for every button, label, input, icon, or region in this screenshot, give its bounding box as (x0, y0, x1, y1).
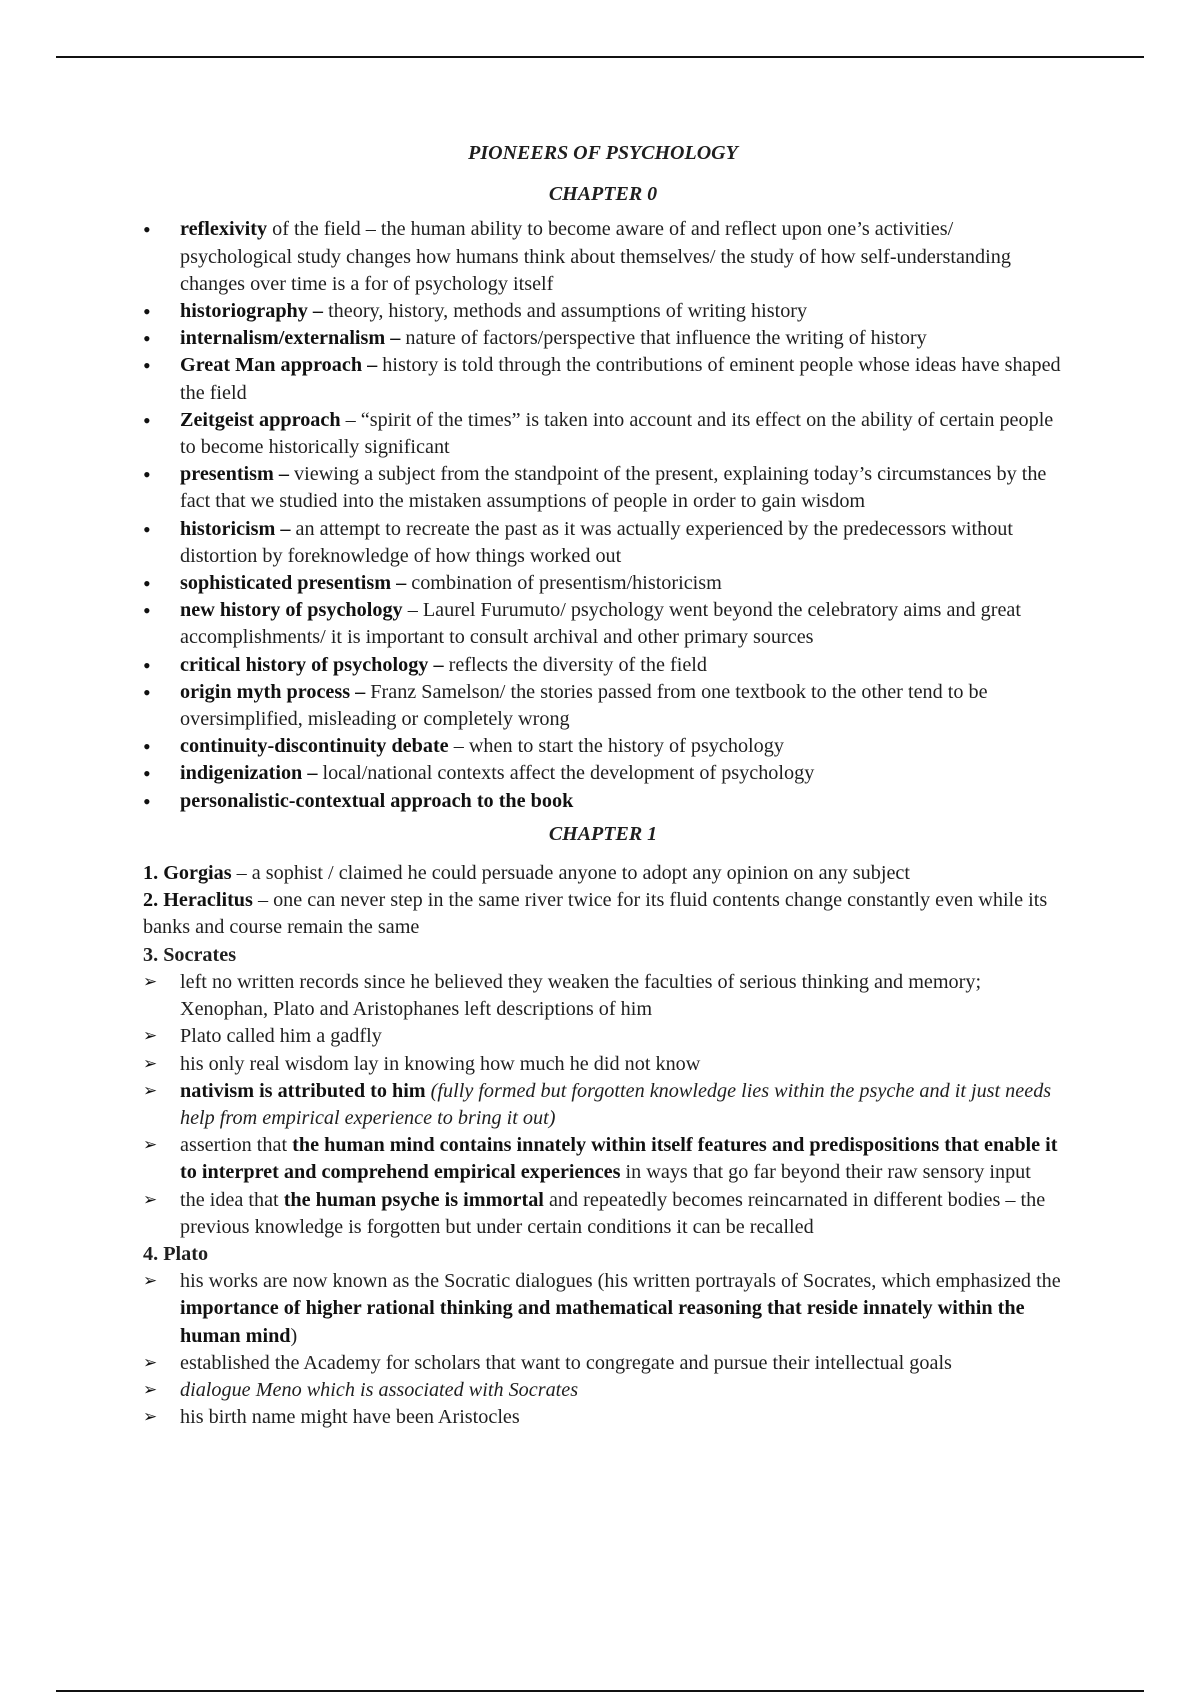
list-item (143, 216, 1063, 298)
item-text: his only real wisdom lay in knowing how much he did not know (180, 1052, 701, 1075)
socrates-list (143, 969, 1063, 1241)
term: historiography – (180, 300, 324, 323)
item-bold: the human psyche is immortal (283, 1188, 544, 1211)
definition: of the field – the human ability to become aware of and reflect upon one’s activities/ psychological study changes how humans think about themselves/ the study of how self-understanding changes over time is a for of psychology itself (180, 218, 1011, 295)
definition: – “spirit of the times” is taken into account and its effect on the ability of certain people to become historically significant (180, 408, 1054, 459)
list-item (143, 760, 1063, 787)
item-text: left no written records since he believed they weaken the faculties of serious thinking and memory; Xenophan, Plato and Aristophanes left descriptions of him (180, 970, 982, 1021)
list-item (143, 1078, 1063, 1132)
item-text: established the Academy for scholars that want to congregate and pursue their intellectual goals (180, 1351, 952, 1374)
entry-label: 1. Gorgias (143, 862, 232, 885)
list-item (143, 1268, 1063, 1350)
definition: Franz Samelson/ the stories passed from one textbook to the other tend to be oversimplified, misleading or completely wrong (180, 680, 988, 731)
list-item (143, 1377, 1063, 1404)
term: personalistic-contextual approach to the book (180, 789, 574, 812)
list-item (143, 1187, 1063, 1241)
term: origin myth process – (180, 680, 366, 703)
definition: – when to start the history of psychology (448, 735, 784, 758)
definition: history is told through the contributions of eminent people whose ideas have shaped the field (180, 354, 1061, 404)
term: new history of psychology (180, 599, 403, 622)
definition: – Laurel Furumuto/ psychology went beyond the celebratory aims and great accomplishments/ it is important to consult archival and other primary sources (180, 599, 1021, 649)
term: continuity-discontinuity debate (180, 735, 449, 758)
list-item (143, 352, 1063, 406)
term: presentism – (180, 463, 289, 486)
term: historicism – (180, 517, 291, 540)
list-item (143, 1350, 1063, 1377)
bottom-rule (56, 1690, 1144, 1692)
definition: reflects the diversity of the field (443, 653, 708, 676)
definition: viewing a subject from the standpoint of the present, explaining today’s circumstances by the fact that we studied into the mistaken assumptions of people in order to gain wisdom (180, 463, 1047, 513)
term: critical history of psychology – (180, 653, 444, 676)
item-bold: importance of higher rational thinking and mathematical reasoning that reside innately within the human mind (180, 1297, 1025, 1347)
list-item (143, 969, 1063, 1023)
term: Zeitgeist approach (180, 408, 341, 431)
item-text: in ways that go far beyond their raw sensory input (620, 1161, 1031, 1184)
list-item (143, 1132, 1063, 1186)
item-text: his birth name might have been Aristocles (180, 1406, 520, 1429)
item-text: and repeatedly becomes reincarnated in different bodies – the previous knowledge is forgotten but under certain conditions it can be recalled (180, 1188, 1046, 1238)
list-item (143, 407, 1063, 461)
list-item (143, 1404, 1063, 1431)
item-text: his works are now known as the Socratic dialogues (his written portrayals of Socrates, which emphasized the (180, 1270, 1061, 1293)
list-item (143, 679, 1063, 733)
item-text: ) (290, 1324, 298, 1347)
list-item (143, 788, 1063, 815)
plato-list (143, 1268, 1063, 1431)
term: internalism/externalism – (180, 327, 401, 350)
list-item (143, 325, 1063, 352)
item-text: assertion that (180, 1134, 293, 1157)
list-item (143, 1023, 1063, 1050)
entry-text: – one can never step in the same river twice for its fluid contents change constantly even while its banks and course remain the same (143, 889, 1048, 939)
document-title: PIONEERS OF PSYCHOLOGY (468, 142, 738, 164)
item-italic: (fully formed but forgotten knowledge lies within the psyche and it just needs help from empirical experience to bring it out) (180, 1079, 1052, 1129)
list-item (143, 652, 1063, 679)
item-text: the idea that (180, 1188, 284, 1211)
definition: theory, history, methods and assumptions of writing history (323, 300, 808, 323)
term: Great Man approach – (180, 354, 378, 377)
plato-heading: 4. Plato (143, 1242, 209, 1265)
item-bold: the human mind contains innately within itself features and predispositions that enable it to interpret and comprehend empirical experiences (180, 1134, 1058, 1184)
gorgias-entry (143, 860, 1063, 887)
term: indigenization – (180, 762, 318, 785)
heraclitus-entry (143, 887, 1063, 941)
chapter-0-heading: CHAPTER 0 (548, 183, 658, 206)
item-bold: nativism is attributed to him (180, 1079, 426, 1102)
definition: nature of factors/perspective that influence the writing of history (400, 327, 927, 350)
term: reflexivity (180, 218, 268, 241)
list-item (143, 570, 1063, 597)
top-rule (56, 56, 1144, 58)
entry-text: – a sophist / claimed he could persuade anyone to adopt any opinion on any subject (231, 862, 910, 885)
entry-label: 2. Heraclitus (143, 889, 253, 912)
item-italic: dialogue Meno which is associated with Socrates (180, 1378, 579, 1401)
list-item (143, 1051, 1063, 1078)
list-item (143, 516, 1063, 570)
list-item (143, 733, 1063, 760)
term: sophisticated presentism – (180, 572, 407, 595)
document-page (143, 140, 1063, 1431)
list-item (143, 461, 1063, 515)
chapter-1-heading: CHAPTER 1 (548, 822, 658, 845)
socrates-heading: 3. Socrates (143, 943, 237, 966)
definition: an attempt to recreate the past as it was actually experienced by the predecessors without distortion by foreknowledge of how things worked out (180, 517, 1014, 567)
list-item (143, 298, 1063, 325)
definition: combination of presentism/historicism (406, 572, 722, 595)
definition: local/national contexts affect the development of psychology (317, 762, 815, 785)
chapter-0-list (143, 216, 1063, 814)
item-text: Plato called him a gadfly (180, 1025, 382, 1048)
list-item (143, 597, 1063, 651)
